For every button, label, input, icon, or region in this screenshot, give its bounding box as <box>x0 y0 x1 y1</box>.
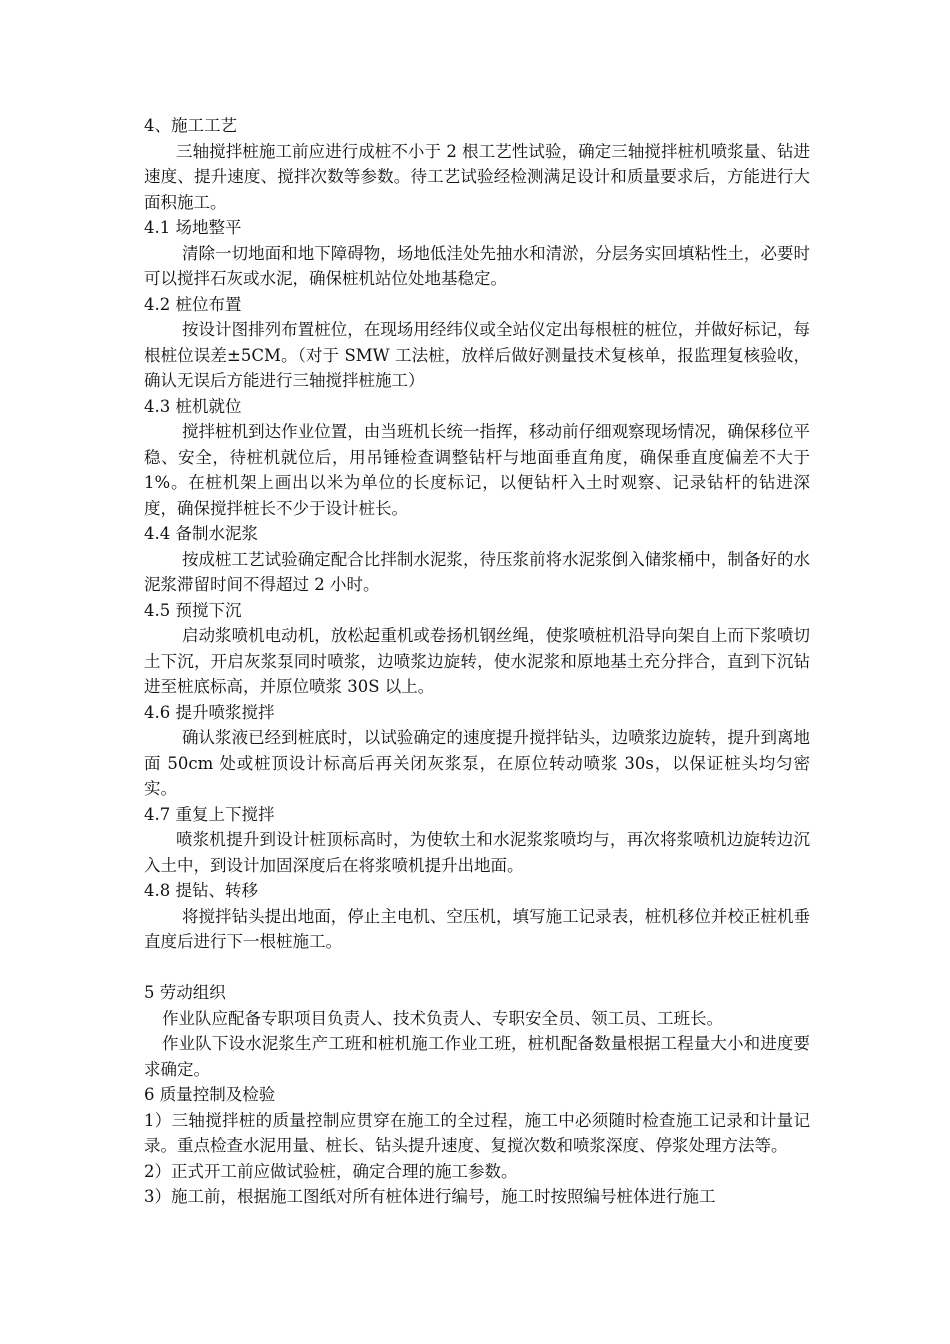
paragraph: 按设计图排列布置桩位，在现场用经纬仪或全站仪定出每根桩的桩位，并做好标记，每根桩位误差±5CM。（对于 SMW 工法桩，放样后做好测量技术复核单，报监理复核验收，确认无误后方能进行三轴搅拌桩施工） <box>144 320 810 390</box>
paragraph: 确认浆液已经到桩底时，以试验确定的速度提升搅拌钻头，边喷浆边旋转，提升到离地面 50cm 处或桩顶设计标高后再关闭灰浆泵，在原位转动喷浆 30s，以保证桩头均匀密实。 <box>144 728 810 798</box>
paragraph: 三轴搅拌桩施工前应进行成桩不小于 2 根工艺性试验，确定三轴搅拌桩机喷浆量、钻进速度、提升速度、搅拌次数等参数。待工艺试验经检测满足设计和质量要求后，方能进行大面积施工。 <box>144 141 810 212</box>
section-heading: 4.5 预搅下沉 <box>144 600 242 620</box>
section-heading: 4.8 提钻、转移 <box>144 881 258 900</box>
list-item: 3）施工前，根据施工图纸对所有桩体进行编号，施工时按照编号桩体进行施工 <box>144 1187 716 1206</box>
section-heading: 6 质量控制及检验 <box>144 1085 276 1104</box>
paragraph: 喷浆机提升到设计桩顶标高时，为使软土和水泥浆浆喷均与，再次将浆喷机边旋转边沉入土中，到设计加固深度后在将浆喷机提升出地面。 <box>144 830 810 875</box>
document-body <box>144 113 810 1210</box>
paragraph: 作业队应配备专职项目负责人、技术负责人、专职安全员、领工员、工班长。 <box>162 1008 723 1028</box>
paragraph: 将搅拌钻头提出地面，停止主电机、空压机，填写施工记录表，桩机移位并校正桩机垂直度后进行下一根桩施工。 <box>144 906 810 951</box>
paragraph: 搅拌桩机到达作业位置，由当班机长统一指挥，移动前仔细观察现场情况，确保移位平稳、安全，待桩机就位后，用吊锤检查调整钻杆与地面垂直角度，确保垂直度偏差不大于 1%。在桩机架上画出以米为单位的长度标记，以便钻杆入土时观察、记录钻杆的钻进深度，确保搅拌桩长不少于设计桩长。 <box>144 422 810 518</box>
blank-line <box>144 955 810 981</box>
list-item: 2）正式开工前应做试验桩，确定合理的施工参数。 <box>144 1161 518 1181</box>
section-heading: 4.4 备制水泥浆 <box>144 524 258 543</box>
paragraph: 作业队下设水泥浆生产工班和桩机施工作业工班，桩机配备数量根据工程量大小和进度要求确定。 <box>144 1034 810 1079</box>
section-heading: 4.3 桩机就位 <box>144 396 242 416</box>
section-heading: 4.7 重复上下搅拌 <box>144 804 275 824</box>
paragraph: 按成桩工艺试验确定配合比拌制水泥浆，待压浆前将水泥浆倒入储浆桶中，制备好的水泥浆滞留时间不得超过 2 小时。 <box>144 549 810 594</box>
paragraph: 启动浆喷机电动机，放松起重机或卷扬机钢丝绳，使浆喷桩机沿导向架自上而下浆喷切土下沉，开启灰浆泵同时喷浆，边喷浆边旋转，使水泥浆和原地基土充分拌合，直到下沉钻进至桩底标高，并原位喷浆 30S 以上。 <box>144 626 810 696</box>
section-heading: 4.1 场地整平 <box>144 218 242 237</box>
section-heading: 4.6 提升喷浆搅拌 <box>144 702 275 722</box>
list-item: 1）三轴搅拌桩的质量控制应贯穿在施工的全过程，施工中必须随时检查施工记录和计量记录。重点检查水泥用量、桩长、钻头提升速度、复搅次数和喷浆深度、停浆处理方法等。 <box>144 1110 810 1155</box>
section-heading: 4、施工工艺 <box>144 116 237 135</box>
paragraph: 清除一切地面和地下障碍物，场地低洼处先抽水和清淤，分层务实回填粘性土，必要时可以搅拌石灰或水泥，确保桩机站位处地基稳定。 <box>144 243 810 288</box>
section-heading: 4.2 桩位布置 <box>144 294 242 314</box>
section-heading: 5 劳动组织 <box>144 983 226 1002</box>
